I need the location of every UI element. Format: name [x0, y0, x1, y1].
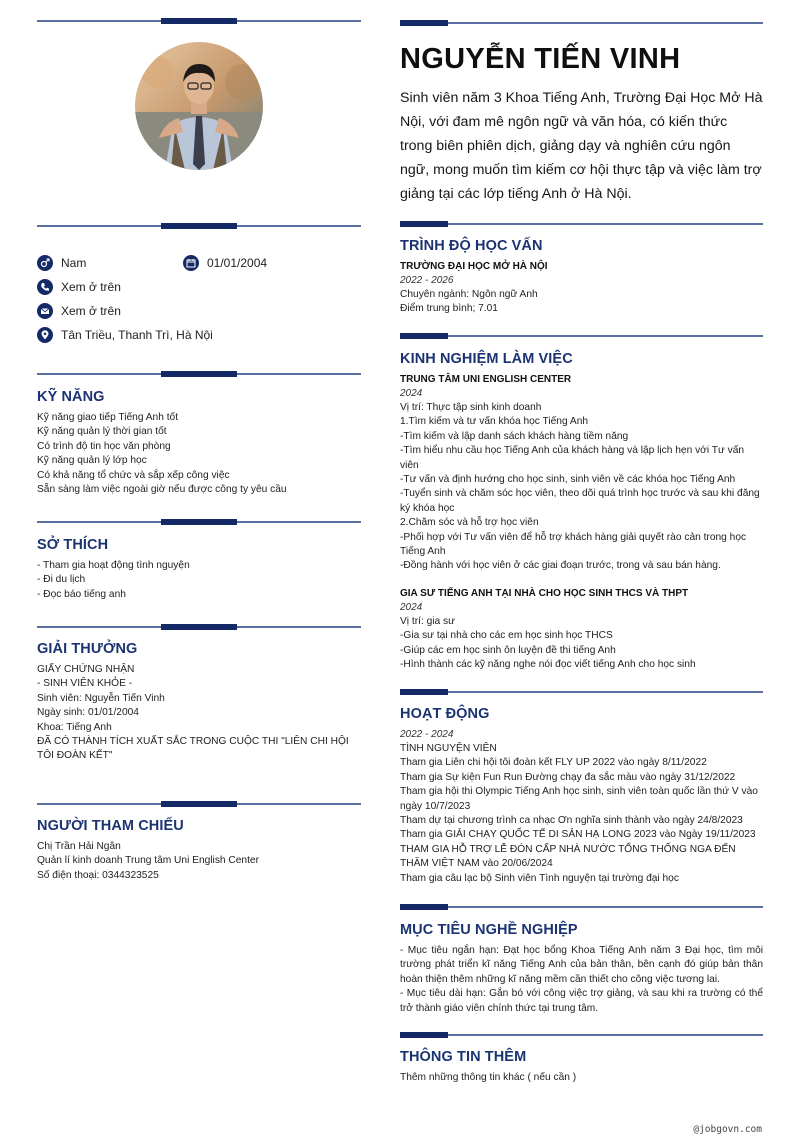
list-item: Kỹ năng giao tiếp Tiếng Anh tốt: [37, 412, 179, 423]
job-line: -Giúp các em học sinh ôn luyện đề thi tiếng Anh: [400, 644, 616, 656]
contact-gender: [37, 254, 86, 272]
divider: [37, 801, 361, 807]
activity-line: THAM GIA HỖ TRỢ LỄ ĐÓN CẤP NHÀ NƯỚC TỔNG THỐNG NGA ĐẾN THĂM VIỆT NAM vào 20/06/2024: [400, 843, 736, 870]
career-goals-section: [400, 922, 763, 1016]
section-title: GIẢI THƯỞNG: [37, 641, 138, 657]
divider: [37, 624, 361, 630]
section-title: MỤC TIÊU NGHỀ NGHIỆP: [400, 922, 578, 938]
job-line: -Tìm hiểu nhu cầu học Tiếng Anh của khách hàng và lập lịch hẹn với Tư vấn viên: [400, 445, 745, 471]
list-item: - Đi du lịch: [37, 574, 86, 586]
divider: [37, 371, 361, 377]
activity-line: TÌNH NGUYỆN VIÊN: [400, 743, 497, 754]
section-title: KINH NGHIỆM LÀM VIỆC: [400, 351, 573, 367]
phone-icon: [37, 279, 53, 295]
job-line: -Hình thành các kỹ năng nghe nói đọc viết tiếng Anh cho học sinh: [400, 659, 696, 671]
list-item: - Đọc báo tiếng anh: [37, 588, 126, 600]
award-line: Ngày sinh: 01/01/2004: [37, 707, 139, 719]
job-line: 1.Tìm kiếm và tư vấn khóa học Tiếng Anh: [400, 416, 589, 428]
activities-section: [400, 706, 763, 886]
email-icon: [37, 303, 53, 319]
section-title: SỞ THÍCH: [37, 537, 109, 553]
divider: [400, 689, 763, 695]
list-item: Có khả năng tổ chức và sắp xếp công việc: [37, 469, 230, 481]
extra-info-text: Thêm những thông tin khác ( nếu cần ): [400, 1072, 577, 1083]
award-line: GIẤY CHỨNG NHẬN: [37, 664, 135, 675]
activity-line: Tham gia hội thi Olympic Tiếng Anh học sinh, sinh viên toàn quốc lần thứ V vào ngày 10/7/2023: [400, 786, 758, 812]
address-value: Tân Triều, Thanh Trì, Hà Nội: [61, 328, 213, 342]
job-period: 2024: [400, 388, 423, 399]
gender-icon: [37, 255, 53, 271]
hobbies-list: [37, 559, 361, 602]
calendar-icon: [183, 255, 199, 271]
section-title: KỸ NĂNG: [37, 389, 105, 405]
job-entry: [400, 587, 763, 673]
job-line: -Tuyển sinh và chăm sóc học viên, theo dõi quá trình học trước và sau khi đăng ký khóa học: [400, 488, 760, 514]
list-item: - Tham gia hoạt động tình nguyện: [37, 560, 190, 571]
extra-info-section: [400, 1049, 763, 1085]
contact-birthdate: [183, 254, 267, 272]
school-name: TRƯỜNG ĐẠI HỌC MỞ HÀ NỘI: [400, 261, 548, 272]
skills-list: [37, 411, 361, 497]
list-item: Sẵn sàng làm việc ngoài giờ nếu được công ty yêu cầu: [37, 484, 287, 496]
reference-line: Số điện thoại: 0344323525: [37, 869, 159, 881]
contact-address: [37, 326, 213, 344]
job-line: -Gia sư tại nhà cho các em học sinh học THCS: [400, 630, 613, 642]
award-line: - SINH VIÊN KHỎE -: [37, 678, 133, 690]
experience-section: [400, 351, 763, 673]
job-entry: [400, 373, 763, 574]
section-title: TRÌNH ĐỘ HỌC VẤN: [400, 238, 543, 254]
goal-line: - Mục tiêu ngắn hạn: Đạt học bổng Khoa Tiếng Anh năm 3 Đại học, tìm môi trường phát triển kĩ năng Tiếng Anh của bản thân, bên cạnh đó giúp bản thân hoàn thiện thêm những kĩ năng mềm cần thiết cho công việc tương lai.: [400, 945, 763, 985]
job-line: -Đồng hành với học viên ở các giai đoạn trước, trong và sau bán hàng.: [400, 560, 721, 572]
location-icon: [37, 327, 53, 343]
avatar-photo: [135, 42, 263, 170]
divider: [37, 18, 361, 24]
education-line: Điểm trung bình; 7.01: [400, 303, 498, 315]
hobbies-section: [37, 537, 361, 602]
section-title: HOẠT ĐỘNG: [400, 706, 490, 722]
awards-content: [37, 663, 361, 764]
phone-value: Xem ở trên: [61, 280, 121, 294]
section-title: NGƯỜI THAM CHIẾU: [37, 818, 184, 834]
skills-section: [37, 389, 361, 497]
activity-line: Tham gia Liên chi hội tôi đoàn kết FLY UP 2022 vào ngày 8/11/2022: [400, 757, 707, 769]
references-section: [37, 818, 361, 883]
award-line: ĐÃ CÓ THÀNH TÍCH XUẤT SẮC TRONG CUỘC THI "LIÊN CHI HỘI TÔI ĐOÀN KẾT": [37, 736, 349, 762]
education-period: 2022 - 2026: [400, 275, 454, 286]
avatar: [135, 42, 263, 170]
email-value: Xem ở trên: [61, 304, 121, 318]
profile-summary: Sinh viên năm 3 Khoa Tiếng Anh, Trường Đại Học Mở Hà Nội, với đam mê ngôn ngữ và văn hóa, có kiến thức trong biên phiên dịch, giảng dạy và nghiên cứu ngôn ngữ, mong muốn tìm kiếm cơ hội thực tập và việc làm trợ giảng tại các lớp tiếng Anh ở Hà Nội.: [400, 90, 763, 202]
award-line: Khoa: Tiếng Anh: [37, 721, 112, 733]
contact-email: [37, 302, 121, 320]
award-line: Sinh viên: Nguyễn Tiến Vinh: [37, 692, 165, 704]
job-line: -Tư vấn và định hướng cho học sinh, sinh viên về các khóa học Tiếng Anh: [400, 474, 736, 486]
activity-line: Tham gia câu lạc bộ Sinh viên Tình nguyện tại trường đại học: [400, 872, 679, 884]
divider: [400, 221, 763, 227]
divider: [400, 904, 763, 910]
job-org: GIA SƯ TIẾNG ANH TẠI NHÀ CHO HỌC SINH THCS VÀ THPT: [400, 587, 689, 599]
awards-section: [37, 641, 361, 764]
candidate-name: NGUYỄN TIẾN VINH: [400, 43, 681, 75]
job-period: 2024: [400, 601, 423, 613]
list-item: Kỹ năng quản lý lớp học: [37, 455, 147, 467]
activities-period: 2022 - 2024: [400, 729, 454, 740]
job-line: Vị trí: gia sư: [400, 615, 455, 627]
references-content: [37, 840, 361, 883]
watermark: @jobgovn.com: [693, 1124, 762, 1135]
reference-line: Chị Trần Hải Ngân: [37, 841, 121, 852]
goal-line: - Mục tiêu dài hạn: Gắn bó với công việc trợ giảng, và sau khi ra trường có thể trở thành giáo viên chính thức tại trung tâm.: [400, 988, 763, 1014]
gender-value: Nam: [61, 256, 87, 270]
divider: [400, 333, 763, 339]
reference-line: Quản lí kinh doanh Trung tâm Uni English Center: [37, 855, 259, 867]
contact-phone: [37, 278, 121, 296]
activity-line: Tham dự tại chương trình ca nhạc Ơn nghĩa sinh thành vào ngày 24/8/2023: [400, 815, 743, 827]
job-line: 2.Chăm sóc và hỗ trợ học viên: [400, 517, 539, 529]
divider: [400, 20, 763, 26]
birthdate-value: 01/01/2004: [207, 256, 268, 270]
job-line: Vị trí: Thực tập sinh kinh doanh: [400, 402, 542, 413]
job-line: -Phối hợp với Tư vấn viên để hỗ trợ khách hàng giải quyết rào cản trong học Tiếng Anh: [400, 531, 747, 558]
education-line: Chuyên ngành: Ngôn ngữ Anh: [400, 289, 538, 300]
job-line: -Tìm kiếm và lập danh sách khách hàng tiềm năng: [400, 430, 629, 442]
divider: [37, 519, 361, 525]
divider: [37, 223, 361, 229]
education-section: [400, 238, 763, 317]
divider: [400, 1032, 763, 1038]
list-item: Có trình độ tin học văn phòng: [37, 440, 171, 452]
list-item: Kỹ năng quản lý thời gian tốt: [37, 426, 167, 438]
job-org: TRUNG TÂM UNI ENGLISH CENTER: [400, 374, 572, 385]
activity-line: Tham gia GIẢI CHẠY QUỐC TẾ DI SẢN HẠ LONG 2023 vào Ngày 19/11/2023: [400, 829, 756, 841]
activity-line: Tham gia Sự kiện Fun Run Đường chạy đa sắc màu vào ngày 31/12/2022: [400, 771, 736, 783]
section-title: THÔNG TIN THÊM: [400, 1049, 527, 1065]
